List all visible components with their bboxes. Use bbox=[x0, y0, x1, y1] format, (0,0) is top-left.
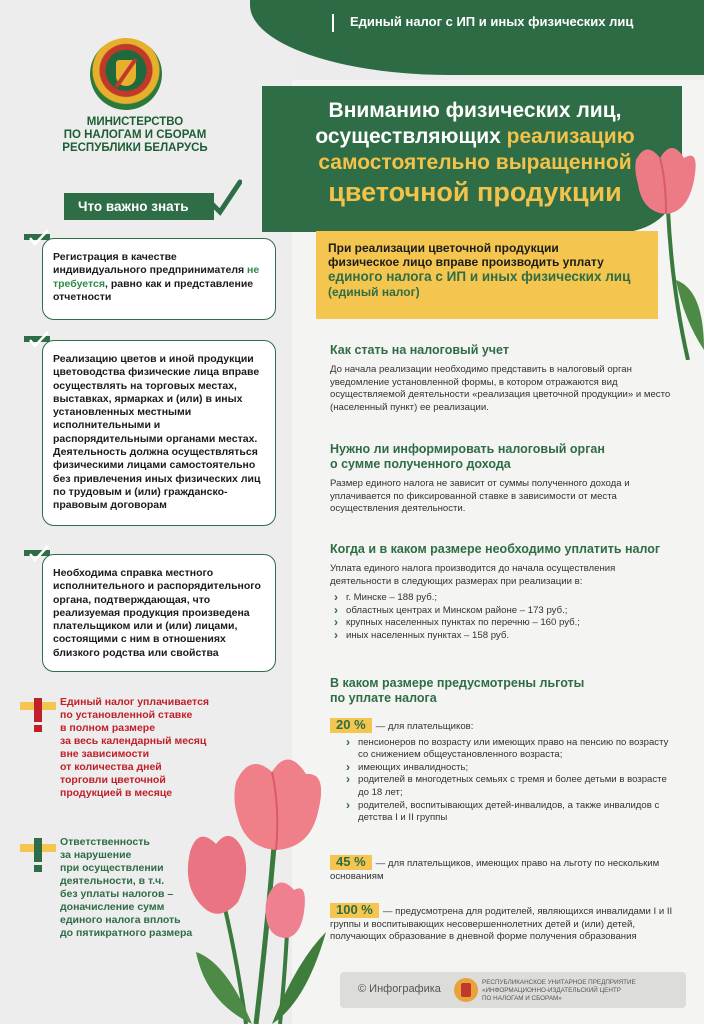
list-item: › родителей, воспитывающих детей-инвалидов, а также инвалидов с детства I и II группы bbox=[344, 800, 680, 825]
hero-line-4: цветочной продукции bbox=[328, 177, 622, 207]
warning-line: по установленной ставке bbox=[60, 709, 193, 721]
hero-line-1: Вниманию физических лиц, bbox=[328, 99, 622, 122]
rate-45 bbox=[330, 855, 680, 883]
section-title: В каком размере предусмотрены льготы по уплате налога bbox=[330, 676, 585, 705]
exclamation-icon bbox=[20, 836, 56, 872]
section-benefits bbox=[330, 676, 675, 712]
warning-line: торговли цветочной bbox=[60, 774, 166, 786]
card-highlight: не требуется bbox=[53, 264, 260, 290]
info-card-certificate: Необходима справка местного исполнительного и распорядительного органа, подтверждающая, что реализуемая продукция произведена плательщиком или и (или) лицами, состоящими с ним в отношениях близкого родства или свойства bbox=[42, 554, 276, 672]
yellow-line-2: физическое лицо вправе производить уплату bbox=[328, 255, 604, 269]
warning-line: продукцией в месяце bbox=[60, 787, 173, 799]
hero-title bbox=[300, 98, 650, 208]
footer-organization bbox=[482, 979, 682, 1002]
rate-20 bbox=[330, 718, 680, 825]
warning-line: доначисление сумм bbox=[60, 901, 165, 913]
list-item: › родителей в многодетных семьях с тремя и более детьми в возрасте до 18 лет; bbox=[344, 774, 680, 799]
footer-org-line-2: «ИНФОРМАЦИОННО-ИЗДАТЕЛЬСКИЙ ЦЕНТР bbox=[482, 986, 621, 994]
yellow-line-4: (единый налог) bbox=[328, 285, 420, 299]
hero-line-3: самостоятельно выращенной bbox=[318, 151, 632, 174]
rate-100 bbox=[330, 903, 680, 944]
warning-line: до пятикратного размера bbox=[60, 927, 193, 939]
info-card-registration bbox=[42, 238, 276, 320]
header-divider bbox=[332, 14, 334, 32]
footer-org-line-1: РЕСПУБЛИКАНСКОЕ УНИТАРНОЕ ПРЕДПРИЯТИЕ bbox=[482, 979, 636, 986]
rate-text: — предусмотрена для родителей, являющихся инвалидами I и II группы и воспитывающих несовершеннолетних детей и (или) детей, получающих образование в дневной форме получения образования bbox=[330, 906, 673, 943]
section-text: Уплата единого налога производится до начала осуществления деятельности в следующих размерах при реализации в: bbox=[330, 563, 616, 587]
ministry-line-1: МИНИСТЕРСТВО bbox=[86, 116, 184, 128]
rate-list bbox=[330, 592, 675, 642]
ministry-emblem-icon bbox=[90, 38, 162, 110]
what-to-know-label: Что важно знать bbox=[64, 193, 214, 220]
footer-copyright: © Инфографика bbox=[358, 983, 441, 995]
publisher-logo-icon bbox=[454, 978, 478, 1002]
list-item: › имеющих инвалидность; bbox=[344, 762, 680, 775]
warning-line: Ответственность bbox=[60, 836, 150, 848]
warning-line: от количества дней bbox=[60, 761, 162, 773]
header-title: Единый налог с ИП и иных физических лиц bbox=[350, 14, 634, 29]
section-text: До начала реализации необходимо представить в налоговый орган уведомление установленной формы, в котором отражаются вид осуществляемой деятельности «реализация цветочной продукции» и место (населенный пункт) ее реализации. bbox=[330, 364, 671, 413]
percent-badge: 45 % bbox=[330, 855, 372, 870]
yellow-info-box bbox=[316, 231, 658, 319]
hero-line-2a: осуществляющих bbox=[315, 125, 507, 148]
ministry-name bbox=[55, 116, 215, 155]
warning-line: за нарушение bbox=[60, 849, 132, 861]
yellow-line-1: При реализации цветочной продукции bbox=[328, 241, 559, 255]
rate-text: — для плательщиков: bbox=[375, 721, 474, 732]
ministry-line-3: РЕСПУБЛИКИ БЕЛАРУСЬ bbox=[62, 142, 208, 154]
section-title: Когда и в каком размере необходимо уплатить налог bbox=[330, 542, 661, 556]
warning-line: вне зависимости bbox=[60, 748, 150, 760]
card-text: Регистрация в качестве индивидуального предпринимателя bbox=[53, 251, 248, 277]
footer-org-line-3: ПО НАЛОГАМ И СБОРАМ» bbox=[482, 994, 562, 1002]
yellow-line-3: единого налога с ИП и иных физических лиц bbox=[328, 269, 631, 284]
ministry-line-2: ПО НАЛОГАМ И СБОРАМ bbox=[63, 129, 207, 141]
warning-line: в полном размере bbox=[60, 722, 156, 734]
warning-line: Единый налог уплачивается bbox=[60, 696, 210, 708]
section-payment bbox=[330, 542, 675, 643]
info-card-trading-places: Реализацию цветов и иной продукции цветоводства физические лица вправе осуществлять на торговых местах, выставках, ярмарках и (или) в иных установленных местными исполнительными и распорядительными органами местах. Деятельность должна осуществляться физическими лицами самостоятельно без привлечения иных физических лиц по трудовым и (или) гражданско-правовым договорам bbox=[42, 340, 276, 526]
list-item: › иных населенных пунктах – 158 руб. bbox=[330, 630, 675, 643]
percent-badge: 100 % bbox=[330, 903, 379, 918]
list-item: › пенсионеров по возрасту или имеющих право на пенсию по возрасту со снижением общеустановленного возраста; bbox=[344, 737, 680, 762]
section-title: Нужно ли информировать налоговый орган о сумме полученного дохода bbox=[330, 442, 605, 471]
list-item: › областных центрах и Минском районе – 173 руб.; bbox=[330, 605, 675, 618]
exclamation-icon bbox=[20, 696, 56, 732]
card-text-end: , равно как и представление отчетности bbox=[53, 277, 254, 303]
checkmark-icon bbox=[208, 178, 242, 218]
section-title: Как стать на налоговый учет bbox=[330, 343, 509, 357]
warning-line: без уплаты налогов – bbox=[60, 888, 174, 900]
rate-text: — для плательщиков, имеющих право на льготу по нескольким основаниям bbox=[330, 858, 660, 882]
hero-line-2b: реализацию bbox=[506, 125, 635, 148]
warning-line: при осуществлении bbox=[60, 862, 164, 874]
percent-badge: 20 % bbox=[330, 718, 372, 733]
warning-line: деятельности, в т.ч. bbox=[60, 875, 165, 887]
tulip-bouquet-icon bbox=[176, 752, 336, 1024]
section-text: Размер единого налога не зависит от суммы полученного дохода и уплачивается по фиксированной ставке в зависимости от места осуществления деятельности. bbox=[330, 478, 630, 515]
section-registration bbox=[330, 343, 675, 414]
section-inform bbox=[330, 442, 675, 516]
warning-line: за весь календарный месяц bbox=[60, 735, 207, 747]
list-item: › г. Минске – 188 руб.; bbox=[330, 592, 675, 605]
header-band bbox=[250, 0, 704, 75]
list-item: › крупных населенных пунктах по перечню – 160 руб.; bbox=[330, 617, 675, 630]
warning-line: единого налога вплоть bbox=[60, 914, 181, 926]
